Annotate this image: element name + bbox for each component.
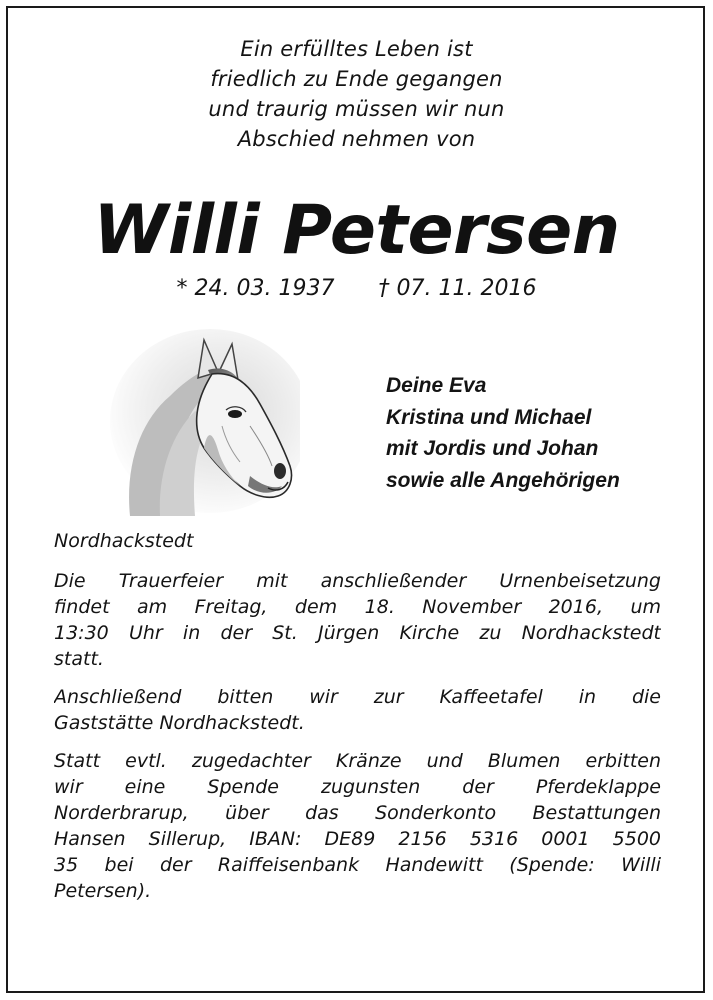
intro-verse bbox=[0, 34, 713, 154]
notice-body bbox=[54, 528, 661, 916]
paragraph-line: Petersen). bbox=[54, 880, 152, 902]
paragraph-line: 35 bei der Raiffeisenbank Handewitt (Spende: Willi bbox=[54, 854, 661, 876]
paragraph-line: Statt evtl. zugedachter Kränze und Blumen erbitten bbox=[54, 750, 661, 772]
paragraph-line: Anschließend bitten wir zur Kaffeetafel in die bbox=[54, 686, 661, 708]
reception-paragraph bbox=[54, 684, 661, 736]
family-line: Kristina und Michael bbox=[386, 405, 592, 429]
paragraph-line: wir eine Spende zugunsten der Pferdeklappe bbox=[54, 776, 661, 798]
death-date: † 07. 11. 2016 bbox=[378, 276, 537, 301]
intro-line: und traurig müssen wir nun bbox=[208, 97, 505, 121]
horse-head-drawing-icon bbox=[100, 326, 300, 516]
birth-date: * 24. 03. 1937 bbox=[176, 276, 335, 301]
paragraph-line: Die Trauerfeier mit anschließender Urnenbeisetzung bbox=[54, 570, 661, 592]
paragraph-line: Hansen Sillerup, IBAN: DE89 2156 5316 0001 5500 bbox=[54, 828, 661, 850]
funeral-paragraph bbox=[54, 568, 661, 672]
life-dates bbox=[0, 274, 713, 304]
family-line: Deine Eva bbox=[386, 374, 487, 397]
intro-line: Abschied nehmen von bbox=[237, 127, 476, 151]
family-names bbox=[386, 370, 686, 496]
donation-paragraph bbox=[54, 748, 661, 904]
paragraph-line: Norderbrarup, über das Sonderkonto Bestattungen bbox=[54, 802, 661, 824]
paragraph-line: findet am Freitag, dem 18. November 2016, um bbox=[54, 596, 661, 618]
deceased-name: Willi Petersen bbox=[93, 191, 620, 270]
intro-line: Ein erfülltes Leben ist bbox=[240, 37, 473, 61]
paragraph-line: statt. bbox=[54, 648, 104, 670]
paragraph-line: 13:30 Uhr in der St. Jürgen Kirche zu Nordhackstedt bbox=[54, 622, 661, 644]
place-name: Nordhackstedt bbox=[54, 530, 194, 552]
intro-line: friedlich zu Ende gegangen bbox=[210, 67, 503, 91]
family-line: sowie alle Angehörigen bbox=[386, 468, 620, 492]
family-line: mit Jordis und Johan bbox=[386, 437, 599, 460]
paragraph-line: Gaststätte Nordhackstedt. bbox=[54, 712, 305, 734]
